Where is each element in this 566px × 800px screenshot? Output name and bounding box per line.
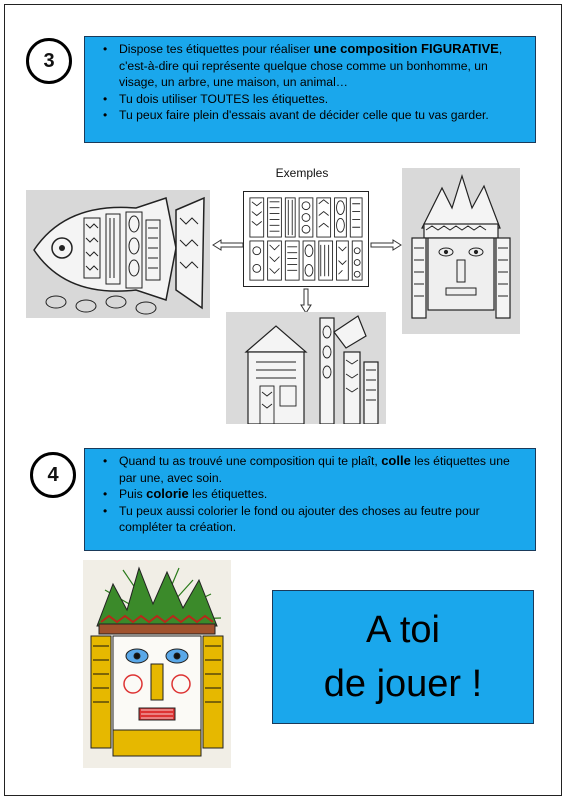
arrow-right — [370, 238, 402, 250]
arrow-left — [212, 238, 244, 250]
arrow-down — [300, 288, 312, 314]
labels-grid-image — [243, 191, 369, 287]
step-4-item-1: • Quand tu as trouvé une composition qui te plaît, colle les étiquettes une par une, avec soin. — [89, 453, 529, 486]
play-banner — [272, 590, 534, 724]
step-3-item-3: • Tu peux faire plein d'essais avant de décider celle que tu vas garder. — [89, 107, 529, 124]
step-4-item-2: • Puis colorie les étiquettes. — [89, 486, 529, 503]
step-3-instructions — [84, 36, 536, 143]
step-3-number: 3 — [26, 38, 72, 84]
play-line-2: de jouer ! — [323, 663, 483, 705]
colored-face-photo — [83, 560, 231, 768]
step-3-item-1: • Dispose tes étiquettes pour réaliser une composition FIGURATIVE, c'est-à-dire qui représente quelque chose comme un bonhomme, un visage, un arbre, une maison, un animal… — [89, 41, 529, 91]
face-example-photo — [402, 168, 520, 334]
play-line-1: A toi — [366, 609, 440, 651]
examples-title: Exemples — [275, 166, 329, 180]
step-4-instructions — [84, 448, 536, 551]
step-4-item-3: • Tu peux aussi colorier le fond ou ajouter des choses au feutre pour compléter ta création. — [89, 503, 529, 536]
fish-example-photo — [26, 190, 210, 318]
step-3-item-2: • Tu dois utiliser TOUTES les étiquettes. — [89, 91, 529, 108]
house-example-photo — [226, 312, 386, 424]
step-4-number: 4 — [30, 452, 76, 498]
